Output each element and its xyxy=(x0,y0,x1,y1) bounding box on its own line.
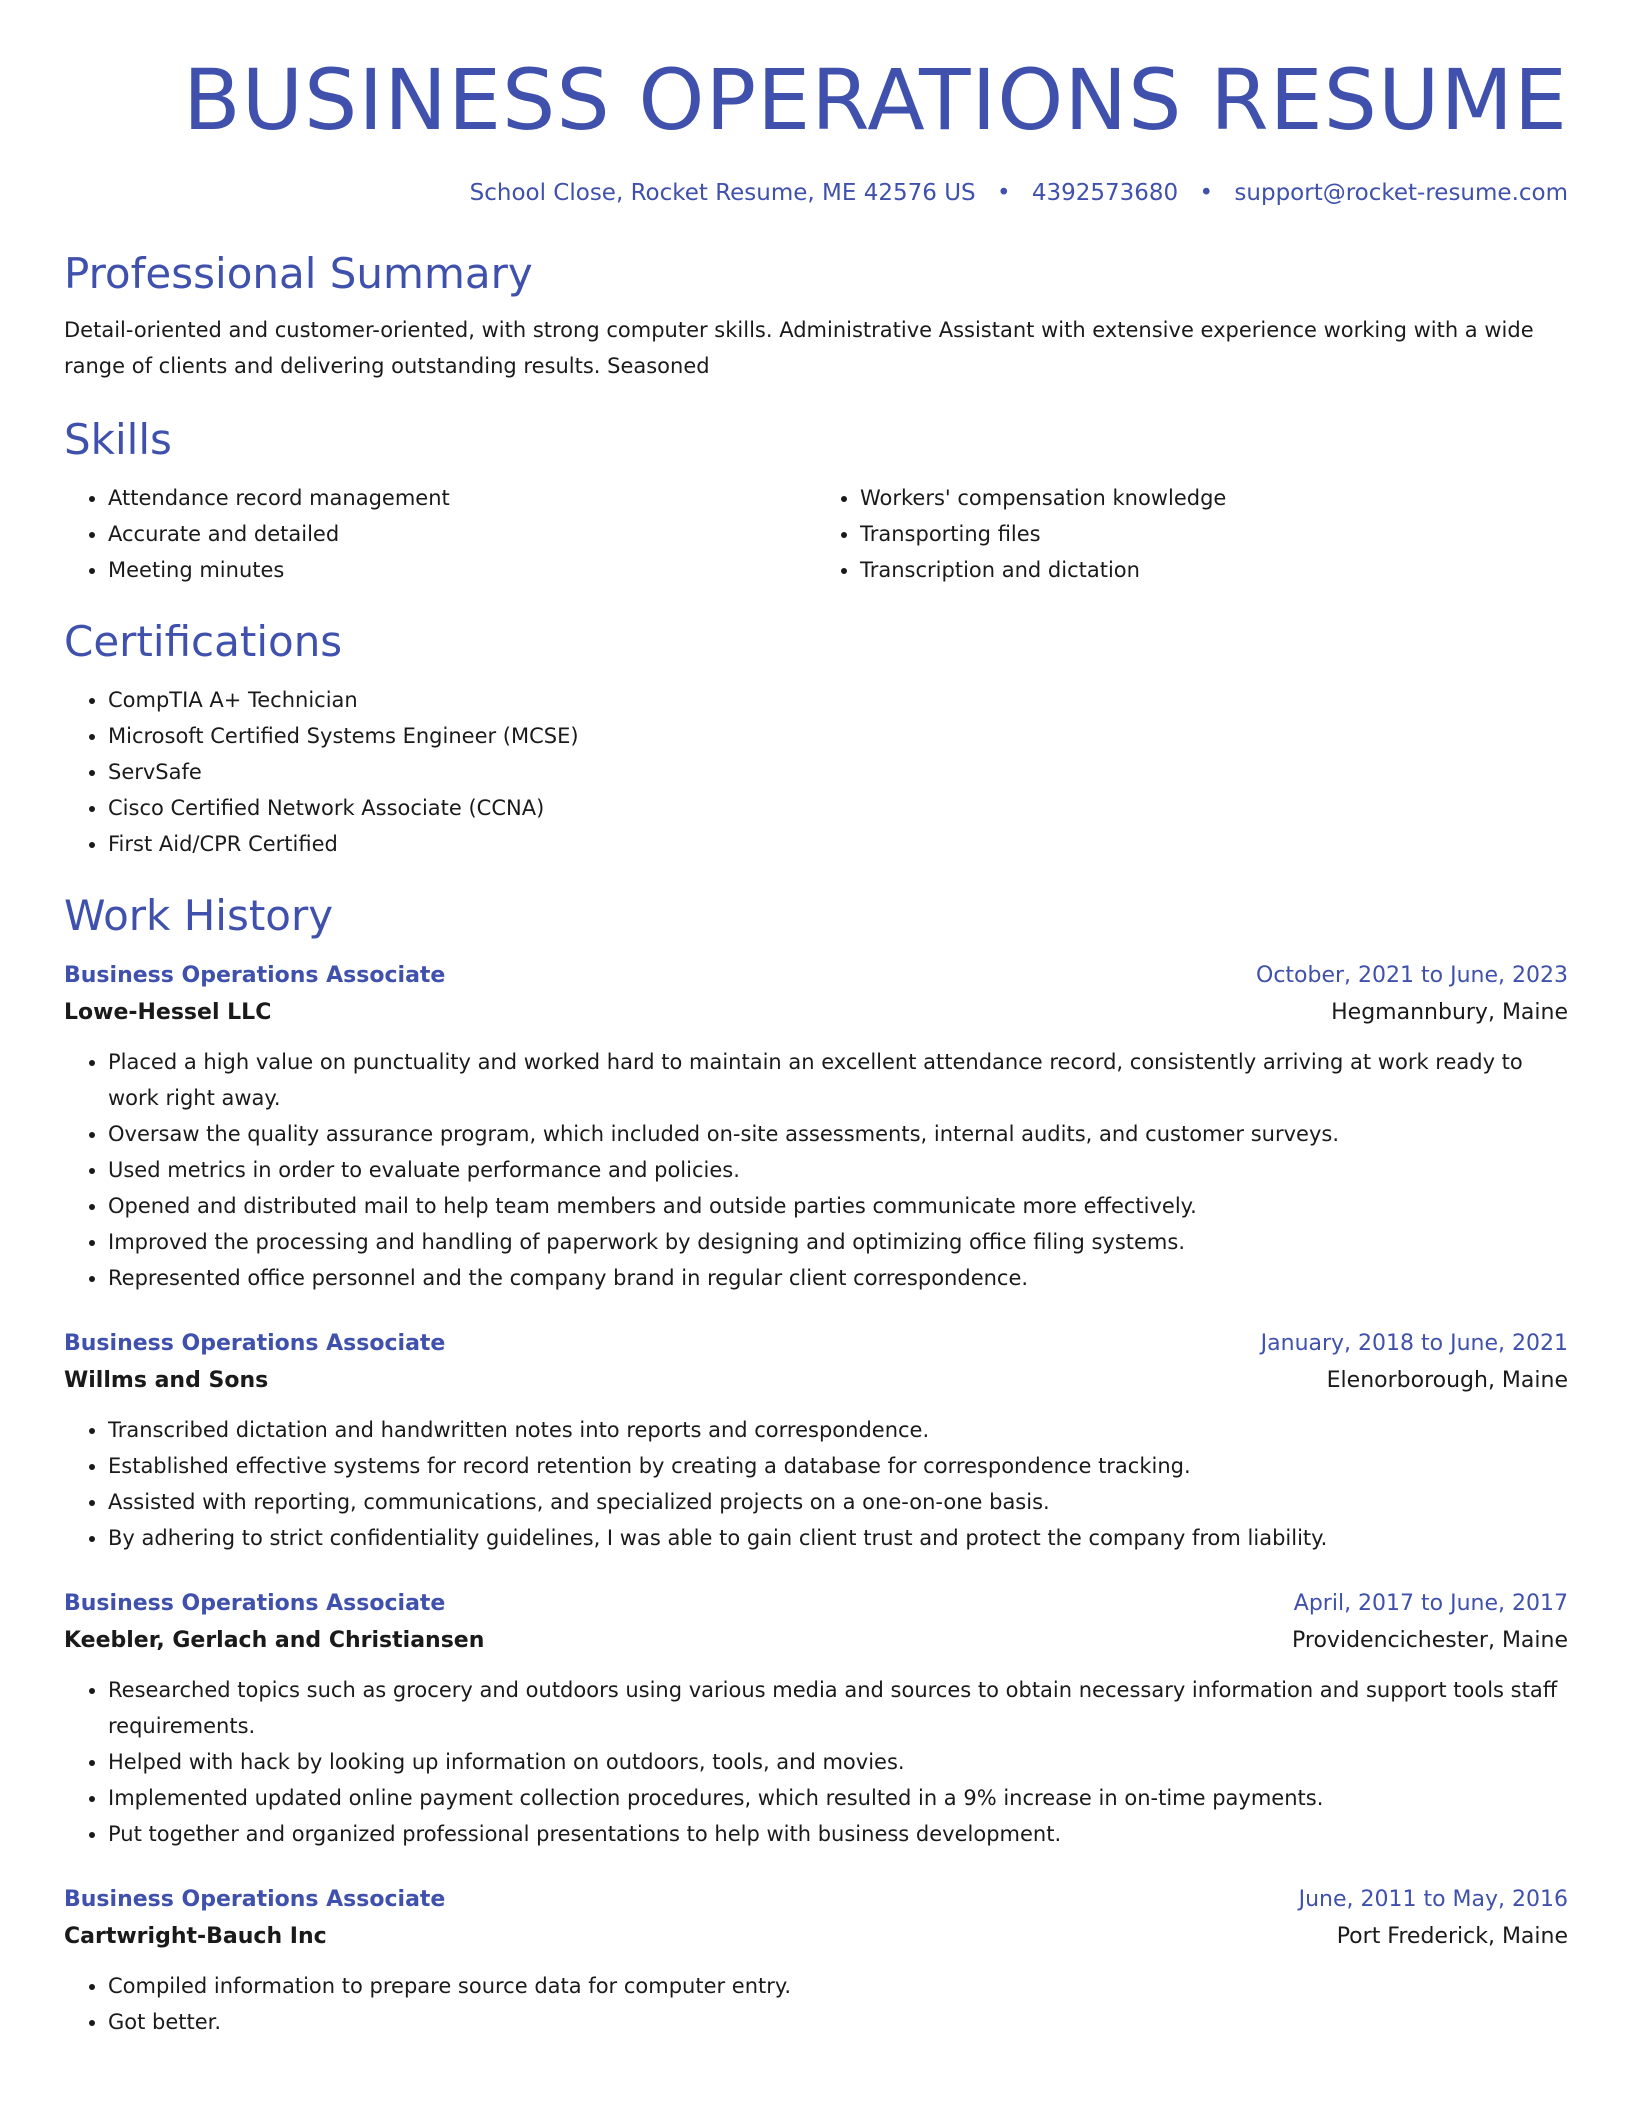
job-company: Cartwright-Bauch Inc xyxy=(64,1924,327,1949)
job-header-row xyxy=(64,1586,1568,1622)
resume-name: BUSINESS OPERATIONS RESUME xyxy=(182,51,1568,149)
job-bullet: • Researched topics such as grocery and outdoors using various media and sources to obtain necessary information and support tools staff requirements. xyxy=(108,1672,1568,1744)
job-company: Keebler, Gerlach and Christiansen xyxy=(64,1628,485,1653)
job-title: Business Operations Associate xyxy=(64,1331,446,1356)
job-bullets xyxy=(64,1968,1568,2040)
job-company-row xyxy=(64,1918,1568,1956)
certification-item: • ServSafe xyxy=(108,754,1568,790)
skill-item: • Attendance record management xyxy=(108,480,816,516)
contact-separator: • xyxy=(1199,180,1214,206)
job-company-row xyxy=(64,1622,1568,1660)
job-bullet: • Put together and organized professional presentations to help with business development. xyxy=(108,1816,1568,1852)
certification-item: • Cisco Certified Network Associate (CCNA) xyxy=(108,790,1568,826)
skill-item: • Transcription and dictation xyxy=(860,552,1568,588)
certification-item: • Microsoft Certified Systems Engineer (MCSE) xyxy=(108,718,1568,754)
job-company: Willms and Sons xyxy=(64,1368,269,1393)
job-entry xyxy=(64,1326,1568,1556)
job-bullet: • Opened and distributed mail to help team members and outside parties communicate more effectively. xyxy=(108,1188,1568,1224)
job-title: Business Operations Associate xyxy=(64,963,446,988)
skill-item: • Meeting minutes xyxy=(108,552,816,588)
contact-address: School Close, Rocket Resume, ME 42576 US xyxy=(469,180,976,206)
job-dates: October, 2021 to June, 2023 xyxy=(1256,963,1568,988)
job-bullets xyxy=(64,1412,1568,1556)
job-entry xyxy=(64,958,1568,1296)
job-bullet: • Got better. xyxy=(108,2004,1568,2040)
job-dates: June, 2011 to May, 2016 xyxy=(1298,1887,1568,1912)
certification-item: • First Aid/CPR Certified xyxy=(108,826,1568,862)
job-bullet: • Assisted with reporting, communications, and specialized projects on a one-on-one basis. xyxy=(108,1484,1568,1520)
job-location: Port Frederick, Maine xyxy=(1336,1924,1568,1949)
job-title: Business Operations Associate xyxy=(64,1887,446,1912)
job-dates: January, 2018 to June, 2021 xyxy=(1260,1331,1568,1356)
job-location: Hegmannbury, Maine xyxy=(1331,1000,1568,1025)
certification-item: • CompTIA A+ Technician xyxy=(108,682,1568,718)
certifications-list xyxy=(64,682,1568,862)
certifications-heading: Certifications xyxy=(64,617,343,666)
skills-grid xyxy=(64,480,1568,588)
job-bullet: • By adhering to strict confidentiality guidelines, I was able to gain client trust and protect the company from liability. xyxy=(108,1520,1568,1556)
job-company: Lowe-Hessel LLC xyxy=(64,1000,272,1025)
job-bullet: • Oversaw the quality assurance program, which included on-site assessments, internal audits, and customer surveys. xyxy=(108,1116,1568,1152)
job-header-row xyxy=(64,958,1568,994)
work-history-heading: Work History xyxy=(64,891,334,940)
job-company-row xyxy=(64,1362,1568,1400)
skills-heading: Skills xyxy=(64,415,172,464)
job-entry xyxy=(64,1586,1568,1852)
job-location: Elenorborough, Maine xyxy=(1326,1368,1568,1393)
job-location: Providencichester, Maine xyxy=(1292,1628,1568,1653)
job-bullet: • Compiled information to prepare source data for computer entry. xyxy=(108,1968,1568,2004)
job-bullet: • Represented office personnel and the company brand in regular client correspondence. xyxy=(108,1260,1568,1296)
job-bullet: • Placed a high value on punctuality and worked hard to maintain an excellent attendance record, consistently arriving at work ready to work right away. xyxy=(108,1044,1568,1116)
job-title: Business Operations Associate xyxy=(64,1591,446,1616)
job-bullets xyxy=(64,1044,1568,1296)
skill-item: • Workers' compensation knowledge xyxy=(860,480,1568,516)
job-dates: April, 2017 to June, 2017 xyxy=(1293,1591,1568,1616)
job-bullet: • Improved the processing and handling of paperwork by designing and optimizing office filing systems. xyxy=(108,1224,1568,1260)
job-bullets xyxy=(64,1672,1568,1852)
job-header-row xyxy=(64,1882,1568,1918)
job-bullet: • Established effective systems for record retention by creating a database for correspondence tracking. xyxy=(108,1448,1568,1484)
contact-email: support@rocket-resume.com xyxy=(1234,180,1568,206)
job-bullet: • Transcribed dictation and handwritten notes into reports and correspondence. xyxy=(108,1412,1568,1448)
job-company-row xyxy=(64,994,1568,1032)
summary-heading: Professional Summary xyxy=(64,249,533,298)
job-bullet: • Used metrics in order to evaluate performance and policies. xyxy=(108,1152,1568,1188)
skills-right-list xyxy=(816,480,1568,588)
skills-left-list xyxy=(64,480,816,588)
skill-item: • Transporting files xyxy=(860,516,1568,552)
skill-item: • Accurate and detailed xyxy=(108,516,816,552)
job-header-row xyxy=(64,1326,1568,1362)
summary-text: Detail-oriented and customer-oriented, with strong computer skills. Administrative Assistant with extensive experience working with a wide range of clients and delivering outstanding results. Seasoned xyxy=(64,318,1534,378)
job-entry xyxy=(64,1882,1568,2040)
job-bullet: • Helped with hack by looking up information on outdoors, tools, and movies. xyxy=(108,1744,1568,1780)
contact-separator: • xyxy=(996,180,1011,206)
job-bullet: • Implemented updated online payment collection procedures, which resulted in a 9% increase in on-time payments. xyxy=(108,1780,1568,1816)
contact-phone: 4392573680 xyxy=(1031,180,1179,206)
contact-line xyxy=(64,178,1568,208)
